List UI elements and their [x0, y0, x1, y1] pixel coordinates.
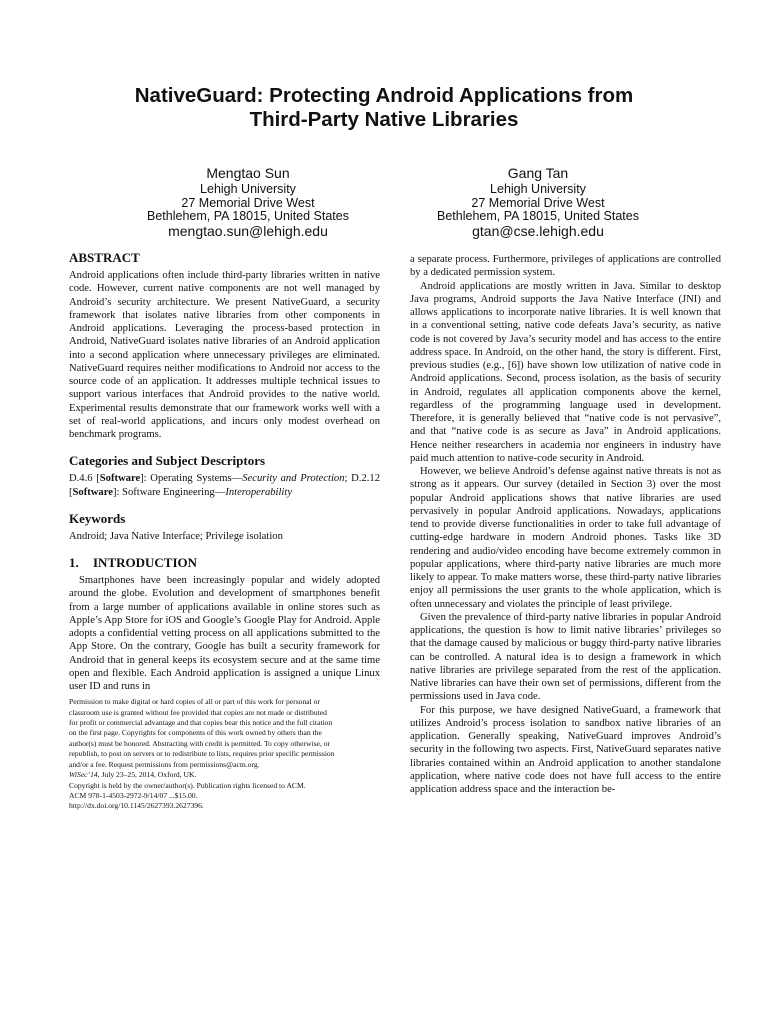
permission-line: republish, to post on servers or to redistribute to lists, requires prior specific permission: [69, 749, 335, 759]
keywords-text: Android; Java Native Interface; Privilege isolation: [69, 530, 283, 542]
section-number: 1.: [69, 555, 79, 570]
body-paragraph: a separate process. Furthermore, privileges of applications are controlled by a dedicated permission system.: [410, 254, 721, 279]
body-paragraph: However, we believe Android’s defense against native threats is not as strong as it appears. Our survey (detailed in Section 3) over the most popular Android applications shows that native libraries are used pervasively in popular Android applications. Nowadays, applications tend to provide diverse functionalities in order to take full advantage of cutting-edge hardware in modern Android phones. Tasks like 3D rendering and audio/video encoding have become extremely common in popular applications, where third-party native libraries are much more likely to appear. To make matters worse, these third-party native libraries enjoy all permissions the user grants to the whole application, which is often unnecessary and violates the principle of least privilege.: [410, 466, 721, 610]
author-email: gtan@cse.lehigh.edu: [472, 222, 604, 239]
right-column: [410, 253, 721, 796]
section-title: INTRODUCTION: [93, 555, 198, 570]
paper-title: [60, 84, 708, 132]
doi-link[interactable]: http://dx.doi.org/10.1145/2627393.2627396.: [69, 801, 204, 811]
author-block-1: [98, 165, 398, 239]
venue-line: WiSec’14, July 23–25, 2014, Oxford, UK.: [69, 770, 197, 780]
categories-text: D.4.6 [Software]: Operating Systems—Security and Protection; D.2.12 [Software]: Software Engineering—Interoperability: [69, 473, 380, 498]
author-name: Mengtao Sun: [206, 165, 290, 181]
author-email: mengtao.sun@lehigh.edu: [168, 222, 328, 239]
isbn-line: ACM 978-1-4503-2972-9/14/07 ...$15.00.: [69, 790, 198, 800]
permission-line: on the first page. Copyrights for components of this work owned by others than the: [69, 728, 322, 738]
left-column: [69, 250, 380, 812]
title-line-1: NativeGuard: Protecting Android Applications from: [134, 84, 634, 107]
author-address-line-2: Bethlehem, PA 18015, United States: [437, 209, 639, 223]
body-paragraph: For this purpose, we have designed NativeGuard, a framework that utilizes Android’s process isolation to sandbox native libraries of an application. Generally speaking, NativeGuard improves Android’s security in the following two aspects. First, NativeGuard separates native libraries contained within an Android application to another standalone application, where native code does not have full access to the entire application address space and the interaction be-: [410, 704, 721, 795]
author-name: Gang Tan: [507, 165, 569, 181]
introduction-heading: [69, 555, 380, 571]
abstract-heading: ABSTRACT: [69, 250, 140, 265]
permission-line: classroom use is granted without fee provided that copies are not made or distributed: [69, 707, 327, 717]
author-address-line-2: Bethlehem, PA 18015, United States: [147, 209, 349, 223]
permission-line: for profit or commercial advantage and that copies bear this notice and the full citation: [69, 718, 333, 728]
permission-block: [69, 697, 380, 811]
permission-line: Permission to make digital or hard copies of all or part of this work for personal or: [69, 697, 320, 707]
body-paragraph: Android applications are mostly written in Java. Similar to desktop Java programs, Android supports the Java Native Interface (JNI) and allows applications to incorporate native libraries. It is well known that in a conventional setting, native code defeats Java’s security, as native code is not covered by Java’s security model and has access to the entire address space. In Android, on the other hand, the story is different. First, previous studies (e.g., [6]) have shown low utilization of native code in Android applications. Second, process isolation, as the basis of security in Android, regulates all application components above the kernel, regardless of the programming language used in development. Therefore, it is generally believed that “native code is not pervasive”, and that “native code is as secure as Java” in Android applications. Hence neither researchers in academia nor engineers in industry have paid much attention to native-code security in Android.: [410, 280, 721, 464]
title-line-2: Third-Party Native Libraries: [249, 108, 519, 131]
body-paragraph: Given the prevalence of third-party native libraries in popular Android applications, the question is how to limit native libraries’ privileges so that the damage caused by malicious or buggy third-party native libraries can be controlled. A natural idea is to design a framework in which native libraries are privilege separated from the rest of the application. Native libraries can have their own set of permissions, different from the permissions used in Java code.: [410, 611, 721, 703]
author-block-2: [388, 165, 688, 239]
introduction-paragraph: Smartphones have been increasingly popular and widely adopted around the globe. Evolution and development of smartphones benefit from a large number of applications available in online stores such as Apple’s App Store for iOS and Google’s Google Play for Android. Apple adopts a confidential vetting process on all applications submitted to the App Store. On the contrary, Google has built a security framework for Android that in general keeps its ecosystem secure and at the same time open and flexible. Each Android application is assigned a unique Linux user ID and runs in: [69, 575, 380, 692]
author-address-line-1: 27 Memorial Drive West: [471, 195, 605, 210]
author-affiliation: Lehigh University: [200, 182, 296, 196]
permission-line: author(s) must be honored. Abstracting with credit is permitted. To copy otherwise, or: [69, 738, 331, 748]
permission-line: and/or a fee. Request permissions from permissions@acm.org.: [69, 759, 260, 769]
abstract-text: Android applications often include third-party libraries written in native code. However, current native components are not well managed by Android’s security architecture. We present NativeGuard, a security framework that isolates native libraries from other components in Android applications. Leveraging the process-based protection in Android, NativeGuard isolates native libraries of an Android application into a second application where unnecessary privileges are eliminated. NativeGuard requires neither modifications to Android nor access to the source code of an application. It addresses multiple technical issues to support various interfaces that Android provides to the native world. Experimental results demonstrate that our framework works well with a set of real-world applications, and incurs only modest overhead on benchmark programs.: [69, 270, 380, 440]
copyright-line: Copyright is held by the owner/author(s). Publication rights licensed to ACM.: [69, 780, 306, 790]
categories-heading: Categories and Subject Descriptors: [69, 453, 266, 469]
author-address-line-1: 27 Memorial Drive West: [181, 195, 315, 210]
keywords-heading: Keywords: [69, 510, 126, 526]
author-affiliation: Lehigh University: [490, 182, 586, 196]
